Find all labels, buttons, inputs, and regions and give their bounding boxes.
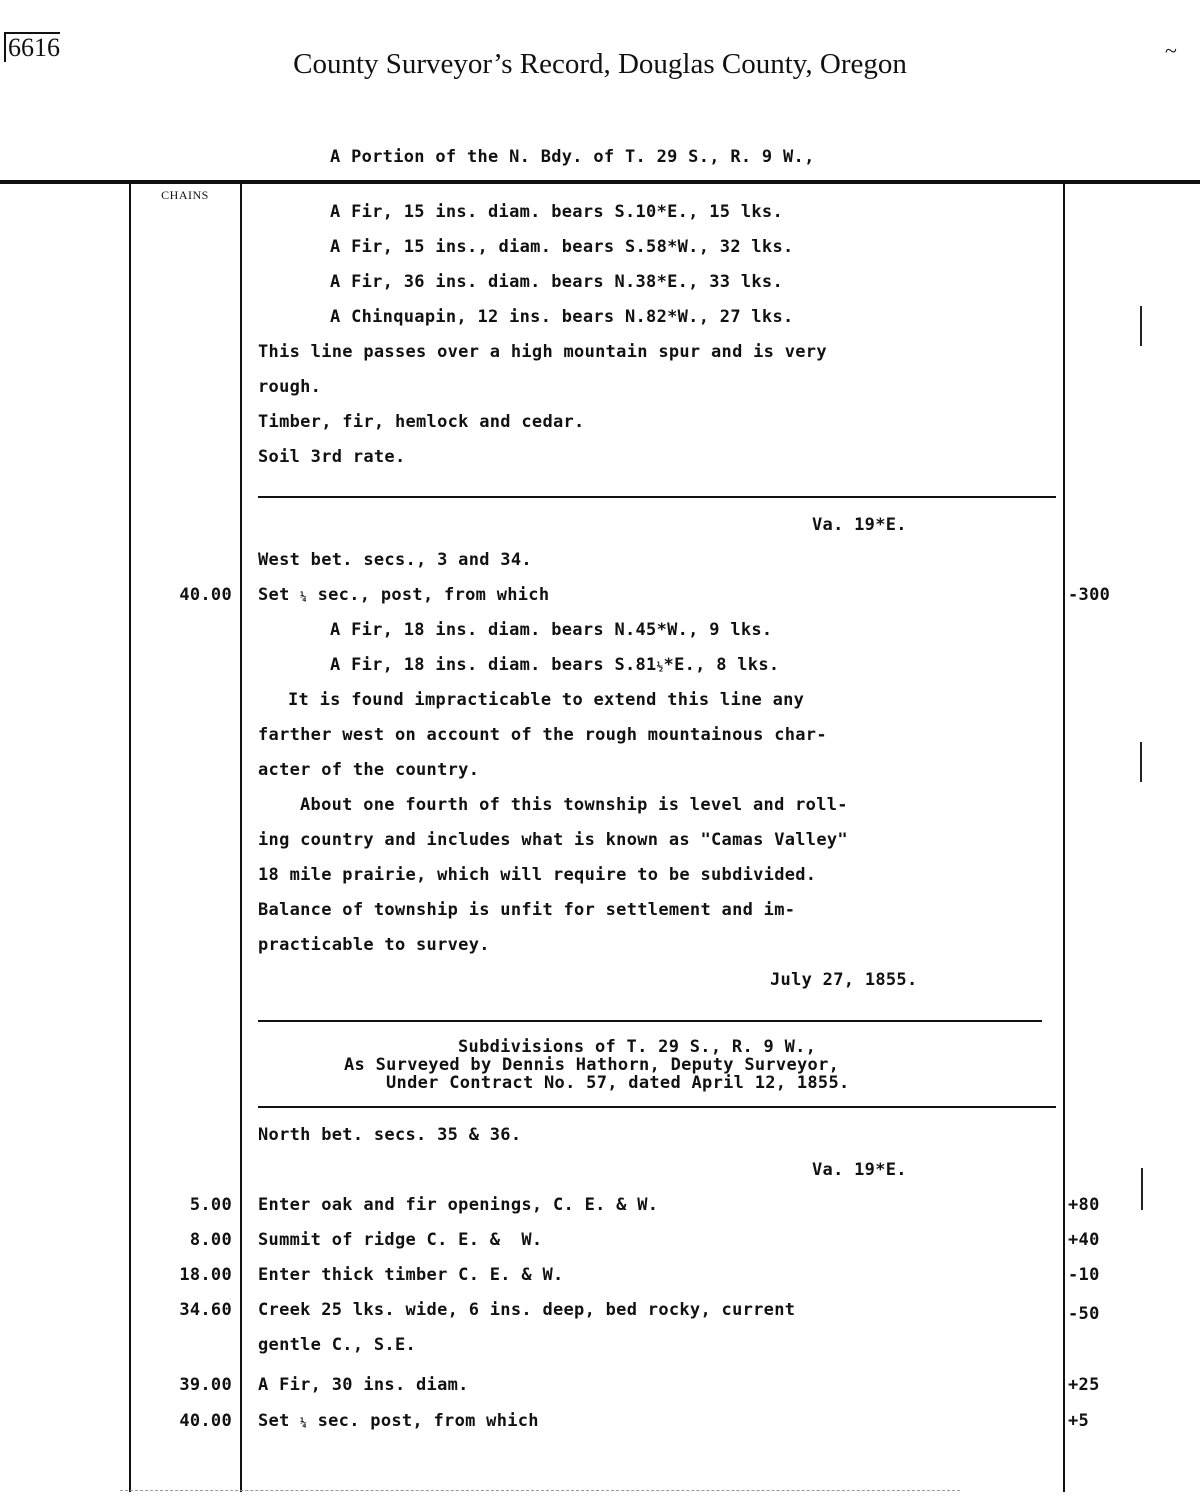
block-divider	[258, 496, 1056, 498]
survey-date: July 27, 1855.	[770, 970, 918, 990]
set-post-line: Set ¼ sec. post, from which	[258, 1411, 539, 1431]
field-note-line: Summit of ridge C. E. & W.	[258, 1230, 543, 1250]
course-line: North bet. secs. 35 & 36.	[258, 1125, 522, 1145]
scan-mark	[1140, 306, 1142, 346]
table-top-rule	[0, 180, 1200, 184]
field-note-line: gentle C., S.E.	[258, 1335, 417, 1355]
set-post-line: Set ¼ sec., post, from which	[258, 585, 550, 605]
field-note-line: A Fir, 30 ins. diam.	[258, 1375, 469, 1395]
course-line: West bet. secs., 3 and 34.	[258, 550, 532, 570]
scan-mark	[1140, 742, 1142, 782]
magnetic-variation: Va. 19*E.	[812, 1160, 907, 1180]
field-note-line: Enter thick timber C. E. & W.	[258, 1265, 564, 1285]
chain-distance: 40.00	[179, 1411, 232, 1431]
field-note-line: Timber, fir, hemlock and cedar.	[258, 412, 585, 432]
elevation-value: +40	[1068, 1230, 1100, 1250]
section-title: A Portion of the N. Bdy. of T. 29 S., R. 9 W.,	[330, 147, 815, 167]
elevation-value: -300	[1068, 585, 1111, 605]
magnetic-variation: Va. 19*E.	[812, 515, 907, 535]
field-note-line: rough.	[258, 377, 322, 397]
field-note-line: Soil 3rd rate.	[258, 447, 406, 467]
witness-tree-line: A Fir, 18 ins. diam. bears N.45*W., 9 lks.	[330, 620, 773, 640]
chain-distance: 34.60	[179, 1300, 232, 1320]
chains-column-left-rule	[129, 182, 131, 1492]
column-header-chains: CHAINS	[161, 188, 209, 202]
scan-mark	[1141, 1168, 1143, 1210]
elevation-column-rule	[1063, 182, 1065, 1492]
scan-bottom-edge	[120, 1490, 960, 1491]
field-note-line: farther west on account of the rough mountainous char-	[258, 725, 827, 745]
chain-distance: 5.00	[189, 1195, 232, 1215]
field-note-line: About one fourth of this township is level and roll-	[300, 795, 848, 815]
field-note-line: Balance of township is unfit for settlement and im-	[258, 900, 796, 920]
witness-tree-line: A Chinquapin, 12 ins. bears N.82*W., 27 lks.	[330, 307, 794, 327]
witness-tree-line: A Fir, 18 ins. diam. bears S.81½*E., 8 lks.	[330, 655, 780, 675]
field-note-line: It is found impracticable to extend this line any	[288, 690, 805, 710]
witness-tree-line: A Fir, 15 ins., diam. bears S.58*W., 32 lks.	[330, 237, 794, 257]
field-note-line: Enter oak and fir openings, C. E. & W.	[258, 1195, 659, 1215]
block-divider	[258, 1106, 1056, 1108]
page-number: 6616	[4, 32, 60, 62]
field-note-line: 18 mile prairie, which will require to be subdivided.	[258, 865, 817, 885]
witness-tree-line: A Fir, 15 ins. diam. bears S.10*E., 15 lks.	[330, 202, 783, 222]
subdivision-header-line: Under Contract No. 57, dated April 12, 1855.	[386, 1073, 850, 1093]
field-note-line: acter of the country.	[258, 760, 480, 780]
field-note-line: This line passes over a high mountain spur and is very	[258, 342, 827, 362]
page-corner-mark: ~	[1165, 38, 1177, 63]
elevation-value: +25	[1068, 1375, 1100, 1395]
chain-distance: 40.00	[179, 585, 232, 605]
elevation-value: -50	[1068, 1304, 1100, 1324]
chain-distance: 39.00	[179, 1375, 232, 1395]
chain-distance: 8.00	[189, 1230, 232, 1250]
header-title: County Surveyor’s Record, Douglas County, Oregon	[293, 48, 907, 80]
witness-tree-line: A Fir, 36 ins. diam. bears N.38*E., 33 lks.	[330, 272, 783, 292]
elevation-value: -10	[1068, 1265, 1100, 1285]
chain-distance: 18.00	[179, 1265, 232, 1285]
block-divider	[258, 1020, 1042, 1022]
elevation-value: +5	[1068, 1411, 1090, 1431]
subdivision-header-line: As Surveyed by Dennis Hathorn, Deputy Surveyor,	[344, 1055, 840, 1075]
elevation-value: +80	[1068, 1195, 1100, 1215]
field-note-line: Creek 25 lks. wide, 6 ins. deep, bed rocky, current	[258, 1300, 796, 1320]
subdivision-header-line: Subdivisions of T. 29 S., R. 9 W.,	[458, 1037, 817, 1057]
field-note-line: ing country and includes what is known as "Camas Valley"	[258, 830, 848, 850]
chains-column-right-rule	[240, 182, 242, 1492]
field-note-line: practicable to survey.	[258, 935, 490, 955]
